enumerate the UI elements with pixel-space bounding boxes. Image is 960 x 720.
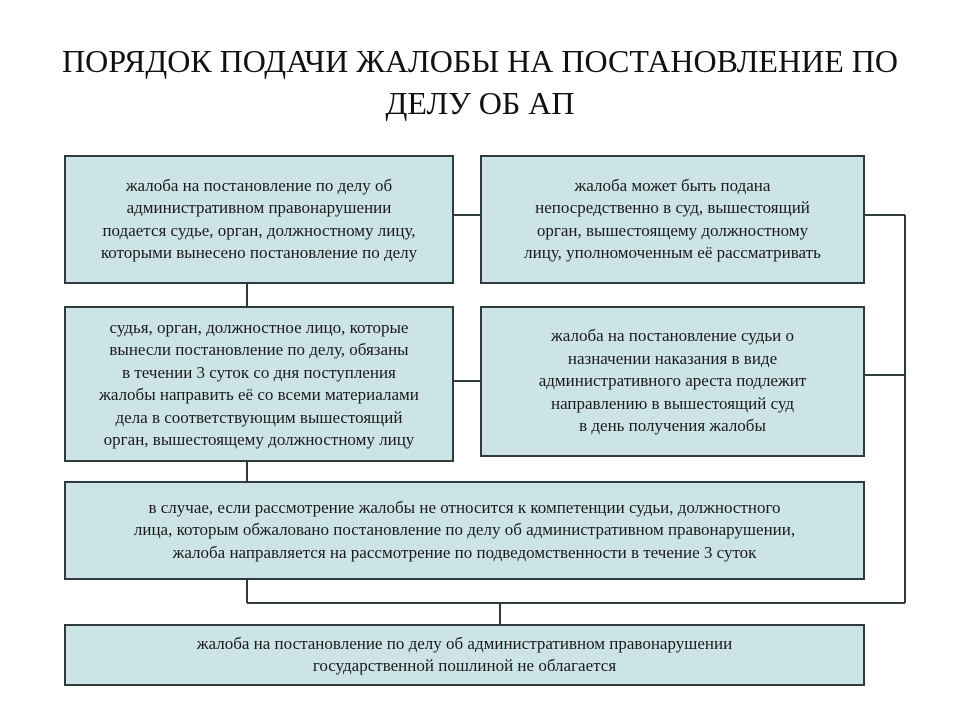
box-line: административного ареста подлежит bbox=[538, 371, 807, 391]
box-line: направлению в вышестоящий суд bbox=[550, 393, 794, 413]
box-line: орган, вышестоящему должностному лицу bbox=[103, 430, 415, 449]
box-line: жалоба на постановление по делу об bbox=[125, 175, 393, 195]
box-line: в день получения жалобы bbox=[579, 416, 766, 436]
box-line: лицу, уполномоченным её рассматривать bbox=[524, 243, 821, 262]
box-line: в случае, если рассмотрение жалобы не относится к компетенции судьи, должностного bbox=[148, 497, 781, 517]
box-line: жалоба может быть подана bbox=[574, 175, 771, 195]
box-line: жалоба на постановление по делу об административном правонарушении bbox=[196, 633, 733, 653]
box-text bbox=[524, 175, 821, 265]
box-state-duty-exemption bbox=[64, 624, 865, 686]
title-line-2: ДЕЛУ ОБ АП bbox=[385, 85, 575, 121]
box-administrative-arrest bbox=[480, 306, 865, 457]
box-forwarding-obligation bbox=[64, 306, 454, 462]
box-line: непосредственно в суд, вышестоящий bbox=[535, 198, 810, 217]
box-line: дела в соответствующим вышестоящий bbox=[115, 407, 403, 427]
box-direct-submission bbox=[480, 155, 865, 284]
box-line: жалоба на постановление судьи о bbox=[551, 326, 794, 346]
box-complaint-submission bbox=[64, 155, 454, 284]
box-line: жалоба направляется на рассмотрение по подведомственности в течение 3 суток bbox=[172, 542, 757, 562]
box-line: в течении 3 суток со дня поступления bbox=[122, 362, 396, 382]
box-text bbox=[99, 317, 419, 452]
box-text bbox=[101, 175, 417, 265]
box-line: жалобы направить её со всеми материалами bbox=[99, 385, 419, 404]
box-line: лица, которым обжаловано постановление по делу об административном правонарушении, bbox=[133, 520, 796, 540]
box-line: орган, вышестоящему должностному bbox=[536, 220, 809, 240]
box-line: назначении наказания в виде bbox=[567, 348, 778, 368]
box-jurisdiction-transfer bbox=[64, 481, 865, 580]
box-line: вынесли постановление по делу, обязаны bbox=[109, 340, 409, 359]
box-line: которыми вынесено постановление по делу bbox=[100, 243, 418, 262]
title-line-1: ПОРЯДОК ПОДАЧИ ЖАЛОБЫ НА ПОСТАНОВЛЕНИЕ ПО bbox=[62, 43, 898, 79]
box-line: подается судье, орган, должностному лицу, bbox=[102, 220, 416, 240]
box-text bbox=[177, 633, 752, 678]
box-line: административном правонарушении bbox=[126, 198, 392, 217]
box-text bbox=[539, 325, 807, 438]
box-text bbox=[114, 497, 815, 565]
box-line: государственной пошлиной не облагается bbox=[312, 656, 617, 675]
box-line: судья, орган, должностное лицо, которые bbox=[109, 317, 409, 337]
